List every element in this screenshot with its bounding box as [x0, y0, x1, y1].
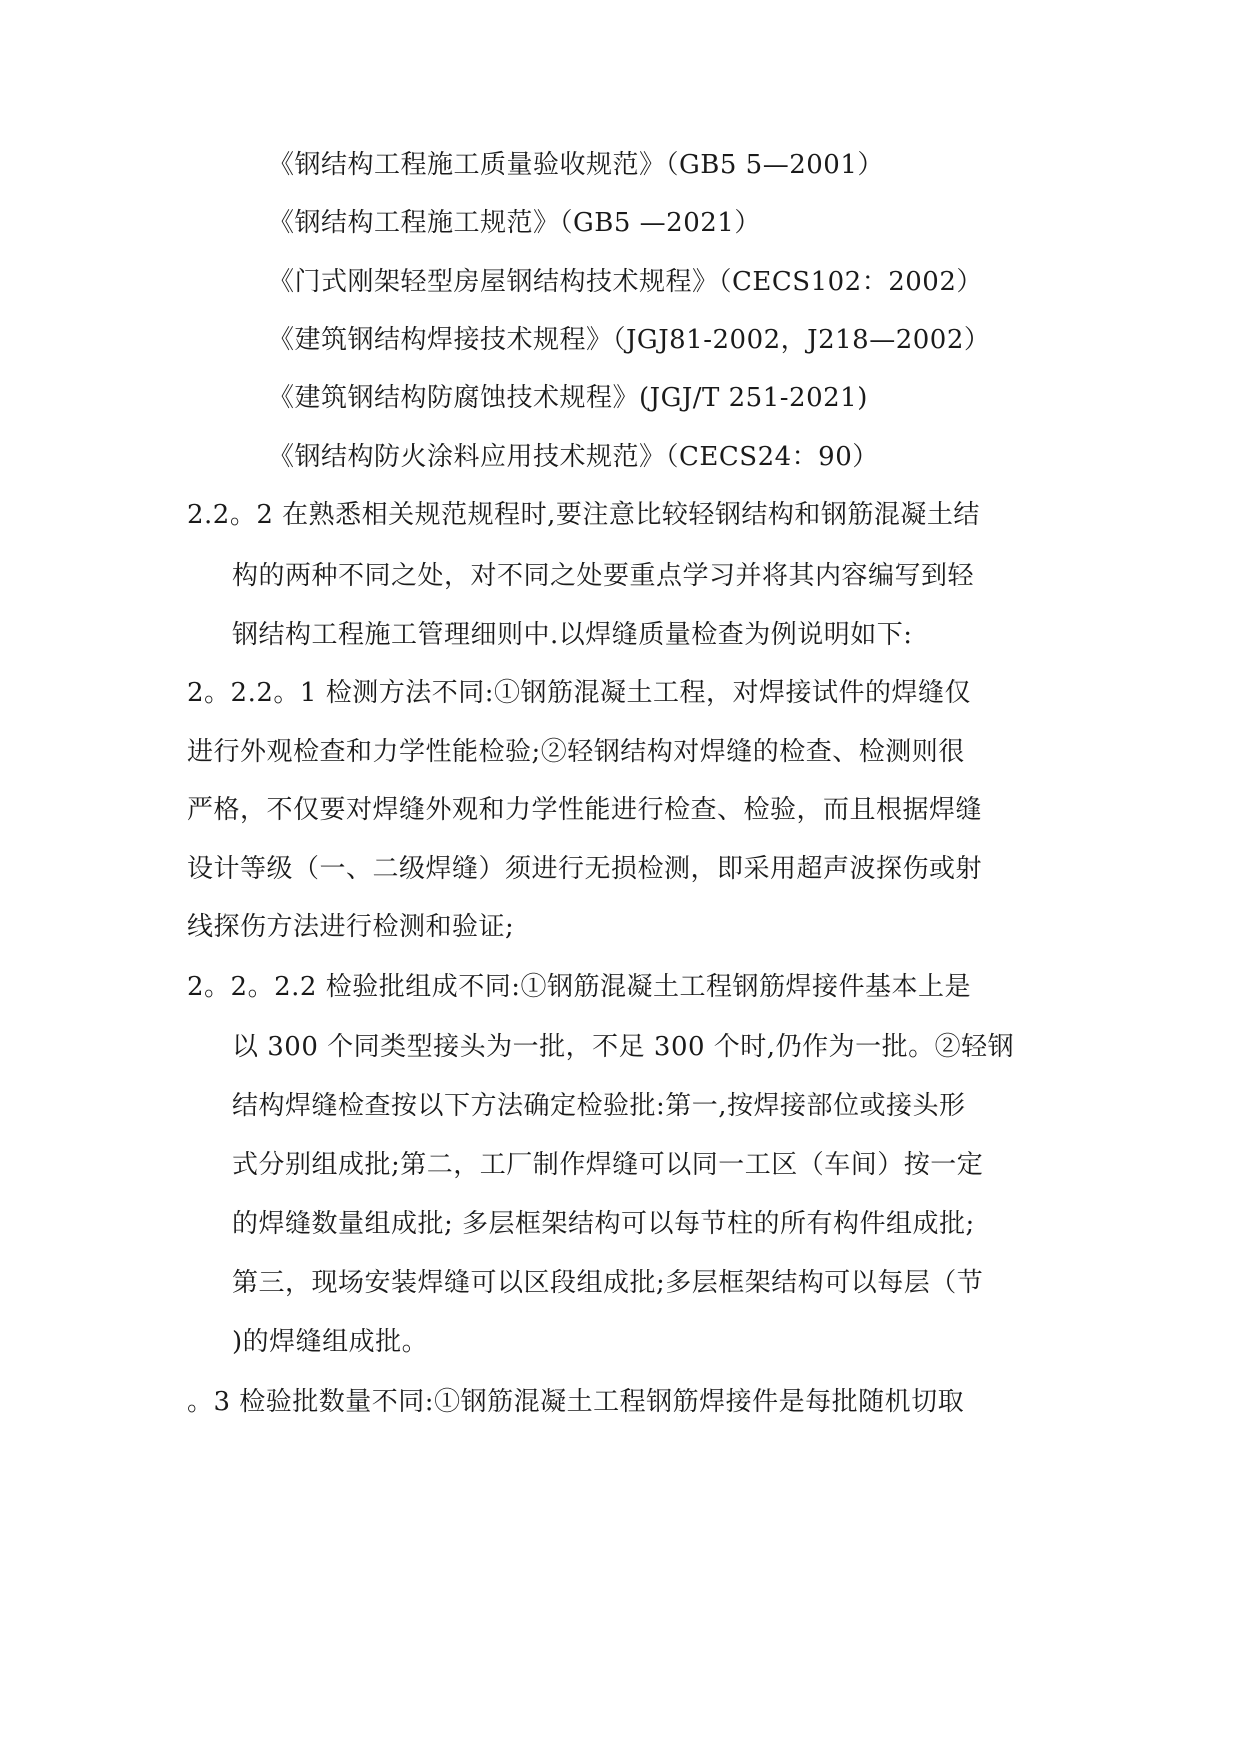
paragraph-line: )的焊缝组成批。 [232, 1327, 429, 1357]
paragraph-line: 设计等级（一、二级焊缝）须进行无损检测，即采用超声波探伤或射 [187, 854, 983, 884]
standard-item: 《建筑钢结构焊接技术规程》（JGJ81-2002，J218—2002） [268, 325, 991, 355]
paragraph-line: 。3 检验批数量不同:①钢筋混凝土工程钢筋焊接件是每批随机切取 [187, 1387, 965, 1417]
paragraph-line: 2。2.2。1 检测方法不同:①钢筋混凝土工程，对焊接试件的焊缝仅 [187, 678, 971, 708]
paragraph-line: 2。2。2.2 检验批组成不同:①钢筋混凝土工程钢筋焊接件基本上是 [187, 972, 971, 1002]
paragraph-line: 以 300 个同类型接头为一批，不足 300 个时,仍作为一批。②轻钢 [232, 1032, 1015, 1062]
standard-item: 《建筑钢结构防腐蚀技术规程》(JGJ/T 251-2021) [268, 383, 868, 413]
paragraph-line: 式分别组成批;第二，工厂制作焊缝可以同一工区（车间）按一定 [232, 1150, 984, 1180]
paragraph-line: 严格，不仅要对焊缝外观和力学性能进行检查、检验，而且根据焊缝 [187, 795, 983, 825]
standard-item: 《门式刚架轻型房屋钢结构技术规程》（CECS102：2002） [268, 267, 983, 297]
paragraph-line: 结构焊缝检查按以下方法确定检验批:第一,按焊接部位或接头形 [232, 1091, 966, 1121]
paragraph-line: 第三，现场安装焊缝可以区段组成批;多层框架结构可以每层（节 [232, 1268, 984, 1298]
paragraph-line: 钢结构工程施工管理细则中.以焊缝质量检查为例说明如下: [232, 620, 913, 650]
paragraph-line: 的焊缝数量组成批; 多层框架结构可以每节柱的所有构件组成批; [232, 1209, 975, 1239]
standard-item: 《钢结构工程施工规范》（GB5 —2021） [268, 208, 761, 238]
paragraph-line: 构的两种不同之处，对不同之处要重点学习并将其内容编写到轻 [232, 561, 975, 591]
standard-item: 《钢结构防火涂料应用技术规范》（CECS24：90） [268, 442, 879, 472]
paragraph-line: 线探伤方法进行检测和验证; [187, 912, 515, 942]
standard-item: 《钢结构工程施工质量验收规范》（GB5 5—2001） [268, 150, 884, 180]
paragraph-line: 进行外观检查和力学性能检验;②轻钢结构对焊缝的检查、检测则很 [187, 737, 965, 767]
paragraph-line: 2.2。2 在熟悉相关规范规程时,要注意比较轻钢结构和钢筋混凝土结 [187, 500, 980, 530]
